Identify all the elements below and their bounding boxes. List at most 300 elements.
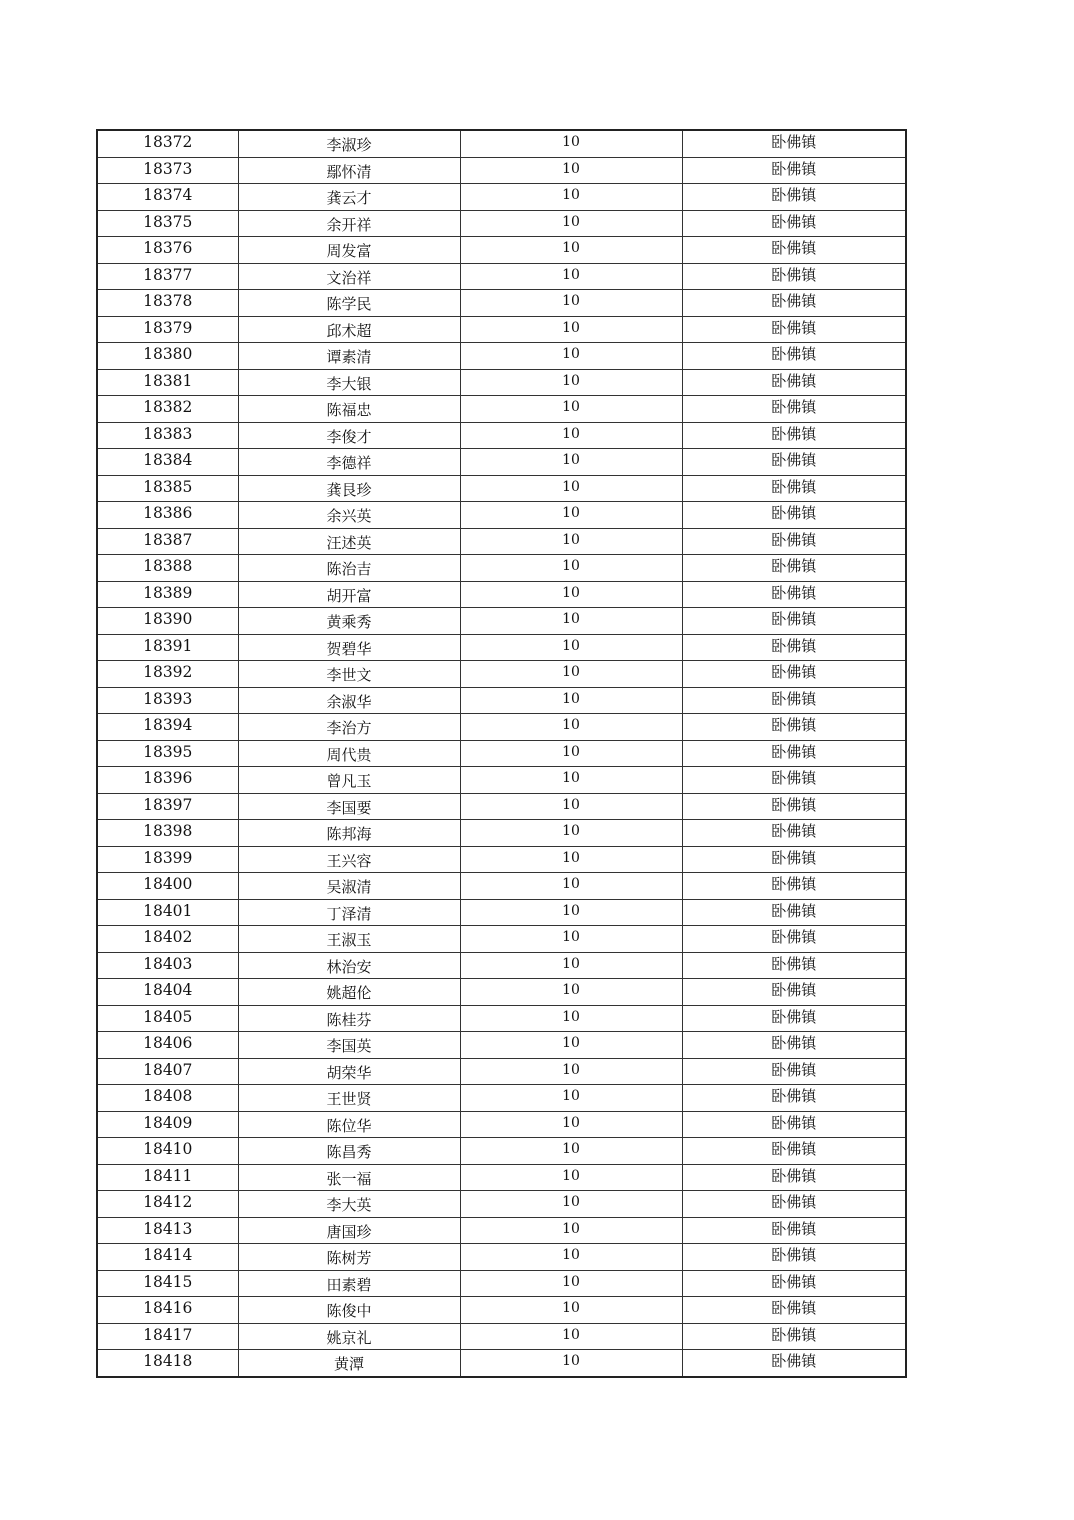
town-cell-text: 卧佛镇 bbox=[771, 1299, 817, 1318]
name-cell bbox=[238, 316, 460, 343]
name-cell bbox=[238, 1191, 460, 1218]
row-number-cell bbox=[97, 396, 238, 423]
town-cell bbox=[682, 1138, 906, 1165]
town-cell bbox=[682, 1270, 906, 1297]
town-cell-text: 卧佛镇 bbox=[771, 1087, 817, 1106]
amount-cell-text: 10 bbox=[562, 1008, 580, 1025]
row-number-cell-text: 18403 bbox=[143, 954, 193, 973]
town-cell bbox=[682, 343, 906, 370]
row-number-cell-text: 18396 bbox=[143, 769, 193, 788]
table-row bbox=[97, 263, 906, 290]
row-number-cell bbox=[97, 952, 238, 979]
row-number-cell-text: 18391 bbox=[143, 636, 193, 655]
amount-cell-text: 10 bbox=[562, 425, 580, 442]
amount-cell-text: 10 bbox=[562, 823, 580, 840]
row-number-cell-text: 18379 bbox=[143, 318, 193, 337]
row-number-cell-text: 18381 bbox=[143, 371, 193, 390]
amount-cell-text: 10 bbox=[562, 770, 580, 787]
town-cell bbox=[682, 846, 906, 873]
table-row bbox=[97, 1058, 906, 1085]
row-number-cell-text: 18409 bbox=[143, 1113, 193, 1132]
table-row bbox=[97, 343, 906, 370]
town-cell bbox=[682, 581, 906, 608]
name-cell-text: 李大银 bbox=[326, 374, 372, 393]
amount-cell bbox=[460, 1297, 682, 1324]
name-cell bbox=[238, 343, 460, 370]
town-cell bbox=[682, 1164, 906, 1191]
amount-cell bbox=[460, 263, 682, 290]
amount-cell-text: 10 bbox=[562, 982, 580, 999]
town-cell bbox=[682, 157, 906, 184]
row-number-cell-text: 18398 bbox=[143, 822, 193, 841]
row-number-cell bbox=[97, 899, 238, 926]
name-cell-text: 李德祥 bbox=[326, 454, 372, 473]
row-number-cell bbox=[97, 130, 238, 157]
amount-cell-text: 10 bbox=[562, 929, 580, 946]
table-row bbox=[97, 1323, 906, 1350]
row-number-cell bbox=[97, 237, 238, 264]
row-number-cell-text: 18372 bbox=[143, 133, 193, 152]
row-number-cell bbox=[97, 793, 238, 820]
name-cell-text: 李治方 bbox=[326, 719, 372, 738]
amount-cell-text: 10 bbox=[562, 346, 580, 363]
row-number-cell bbox=[97, 1270, 238, 1297]
amount-cell bbox=[460, 1244, 682, 1271]
row-number-cell-text: 18405 bbox=[143, 1007, 193, 1026]
name-cell-text: 田素碧 bbox=[326, 1275, 372, 1294]
amount-cell-text: 10 bbox=[562, 1167, 580, 1184]
name-cell bbox=[238, 210, 460, 237]
row-number-cell bbox=[97, 449, 238, 476]
row-number-cell bbox=[97, 1111, 238, 1138]
town-cell-text: 卧佛镇 bbox=[771, 398, 817, 417]
amount-cell-text: 10 bbox=[562, 1220, 580, 1237]
amount-cell-text: 10 bbox=[562, 134, 580, 151]
name-cell bbox=[238, 1297, 460, 1324]
table-row bbox=[97, 1191, 906, 1218]
roster-table-body bbox=[97, 130, 906, 1377]
amount-cell-text: 10 bbox=[562, 876, 580, 893]
row-number-cell-text: 18417 bbox=[143, 1325, 193, 1344]
name-cell-text: 王世贤 bbox=[326, 1090, 372, 1109]
row-number-cell-text: 18412 bbox=[143, 1193, 193, 1212]
name-cell bbox=[238, 634, 460, 661]
table-row bbox=[97, 1270, 906, 1297]
name-cell-text: 李世文 bbox=[326, 666, 372, 685]
town-cell bbox=[682, 184, 906, 211]
town-cell bbox=[682, 263, 906, 290]
name-cell bbox=[238, 767, 460, 794]
amount-cell bbox=[460, 581, 682, 608]
name-cell-text: 李俊才 bbox=[326, 427, 372, 446]
amount-cell-text: 10 bbox=[562, 399, 580, 416]
amount-cell-text: 10 bbox=[562, 1114, 580, 1131]
table-row bbox=[97, 1164, 906, 1191]
town-cell bbox=[682, 290, 906, 317]
amount-cell bbox=[460, 1270, 682, 1297]
town-cell-text: 卧佛镇 bbox=[771, 265, 817, 284]
row-number-cell-text: 18378 bbox=[143, 292, 193, 311]
town-cell bbox=[682, 1005, 906, 1032]
table-row bbox=[97, 1111, 906, 1138]
amount-cell bbox=[460, 846, 682, 873]
row-number-cell bbox=[97, 502, 238, 529]
town-cell-text: 卧佛镇 bbox=[771, 901, 817, 920]
row-number-cell bbox=[97, 263, 238, 290]
row-number-cell-text: 18384 bbox=[143, 451, 193, 470]
town-cell-text: 卧佛镇 bbox=[771, 981, 817, 1000]
amount-cell bbox=[460, 290, 682, 317]
town-cell bbox=[682, 237, 906, 264]
row-number-cell-text: 18373 bbox=[143, 159, 193, 178]
name-cell-text: 鄢怀清 bbox=[326, 162, 372, 181]
table-row bbox=[97, 767, 906, 794]
row-number-cell bbox=[97, 1005, 238, 1032]
table-row bbox=[97, 793, 906, 820]
name-cell-text: 黄潭 bbox=[333, 1355, 364, 1374]
town-cell bbox=[682, 740, 906, 767]
town-cell-text: 卧佛镇 bbox=[771, 1140, 817, 1159]
name-cell-text: 龚艮珍 bbox=[326, 480, 372, 499]
name-cell-text: 陈树芳 bbox=[326, 1249, 372, 1268]
name-cell bbox=[238, 1244, 460, 1271]
table-row bbox=[97, 449, 906, 476]
name-cell-text: 李大英 bbox=[326, 1196, 372, 1215]
town-cell bbox=[682, 1058, 906, 1085]
name-cell bbox=[238, 846, 460, 873]
name-cell bbox=[238, 740, 460, 767]
town-cell-text: 卧佛镇 bbox=[771, 530, 817, 549]
town-cell bbox=[682, 316, 906, 343]
name-cell-text: 陈邦海 bbox=[326, 825, 372, 844]
table-row bbox=[97, 1032, 906, 1059]
amount-cell-text: 10 bbox=[562, 1061, 580, 1078]
name-cell-text: 贺碧华 bbox=[326, 639, 372, 658]
name-cell-text: 胡荣华 bbox=[326, 1063, 372, 1082]
town-cell bbox=[682, 502, 906, 529]
name-cell bbox=[238, 130, 460, 157]
name-cell bbox=[238, 714, 460, 741]
amount-cell bbox=[460, 528, 682, 555]
amount-cell bbox=[460, 608, 682, 635]
name-cell bbox=[238, 1032, 460, 1059]
name-cell-text: 陈治吉 bbox=[326, 560, 372, 579]
row-number-cell bbox=[97, 820, 238, 847]
row-number-cell bbox=[97, 422, 238, 449]
row-number-cell-text: 18395 bbox=[143, 742, 193, 761]
amount-cell-text: 10 bbox=[562, 187, 580, 204]
amount-cell bbox=[460, 979, 682, 1006]
town-cell bbox=[682, 793, 906, 820]
amount-cell-text: 10 bbox=[562, 505, 580, 522]
table-row bbox=[97, 1085, 906, 1112]
town-cell-text: 卧佛镇 bbox=[771, 345, 817, 364]
amount-cell-text: 10 bbox=[562, 796, 580, 813]
table-row bbox=[97, 714, 906, 741]
table-row bbox=[97, 661, 906, 688]
town-cell bbox=[682, 396, 906, 423]
row-number-cell bbox=[97, 528, 238, 555]
town-cell bbox=[682, 1111, 906, 1138]
amount-cell bbox=[460, 237, 682, 264]
name-cell bbox=[238, 793, 460, 820]
name-cell-text: 文治祥 bbox=[326, 268, 372, 287]
town-cell-text: 卧佛镇 bbox=[771, 1166, 817, 1185]
town-cell-text: 卧佛镇 bbox=[771, 451, 817, 470]
table-row bbox=[97, 237, 906, 264]
amount-cell-text: 10 bbox=[562, 452, 580, 469]
town-cell bbox=[682, 899, 906, 926]
amount-cell bbox=[460, 343, 682, 370]
amount-cell bbox=[460, 1164, 682, 1191]
row-number-cell-text: 18416 bbox=[143, 1299, 193, 1318]
name-cell bbox=[238, 184, 460, 211]
amount-cell bbox=[460, 210, 682, 237]
row-number-cell bbox=[97, 926, 238, 953]
row-number-cell-text: 18374 bbox=[143, 186, 193, 205]
table-row bbox=[97, 157, 906, 184]
amount-cell-text: 10 bbox=[562, 319, 580, 336]
amount-cell bbox=[460, 502, 682, 529]
town-cell-text: 卧佛镇 bbox=[771, 1060, 817, 1079]
name-cell-text: 吴淑清 bbox=[326, 878, 372, 897]
town-cell-text: 卧佛镇 bbox=[771, 1352, 817, 1371]
amount-cell bbox=[460, 687, 682, 714]
town-cell bbox=[682, 820, 906, 847]
name-cell bbox=[238, 1058, 460, 1085]
town-cell bbox=[682, 1244, 906, 1271]
table-row bbox=[97, 396, 906, 423]
town-cell-text: 卧佛镇 bbox=[771, 239, 817, 258]
amount-cell-text: 10 bbox=[562, 1088, 580, 1105]
town-cell-text: 卧佛镇 bbox=[771, 875, 817, 894]
row-number-cell bbox=[97, 1350, 238, 1377]
name-cell-text: 陈俊中 bbox=[326, 1302, 372, 1321]
town-cell bbox=[682, 1217, 906, 1244]
table-row bbox=[97, 952, 906, 979]
town-cell-text: 卧佛镇 bbox=[771, 371, 817, 390]
row-number-cell-text: 18413 bbox=[143, 1219, 193, 1238]
amount-cell bbox=[460, 820, 682, 847]
town-cell-text: 卧佛镇 bbox=[771, 795, 817, 814]
amount-cell-text: 10 bbox=[562, 240, 580, 257]
name-cell-text: 陈福忠 bbox=[326, 401, 372, 420]
amount-cell bbox=[460, 449, 682, 476]
amount-cell bbox=[460, 369, 682, 396]
name-cell-text: 邱术超 bbox=[326, 321, 372, 340]
town-cell-text: 卧佛镇 bbox=[771, 557, 817, 576]
amount-cell-text: 10 bbox=[562, 531, 580, 548]
amount-cell-text: 10 bbox=[562, 955, 580, 972]
table-row bbox=[97, 846, 906, 873]
table-row bbox=[97, 1350, 906, 1377]
table-row bbox=[97, 1138, 906, 1165]
row-number-cell-text: 18406 bbox=[143, 1034, 193, 1053]
name-cell bbox=[238, 1164, 460, 1191]
row-number-cell bbox=[97, 1138, 238, 1165]
amount-cell-text: 10 bbox=[562, 584, 580, 601]
amount-cell bbox=[460, 1085, 682, 1112]
name-cell bbox=[238, 1138, 460, 1165]
row-number-cell bbox=[97, 1032, 238, 1059]
name-cell bbox=[238, 899, 460, 926]
row-number-cell bbox=[97, 157, 238, 184]
amount-cell bbox=[460, 316, 682, 343]
table-row bbox=[97, 873, 906, 900]
name-cell bbox=[238, 1005, 460, 1032]
name-cell bbox=[238, 1085, 460, 1112]
name-cell-text: 陈昌秀 bbox=[326, 1143, 372, 1162]
row-number-cell-text: 18394 bbox=[143, 716, 193, 735]
amount-cell-text: 10 bbox=[562, 1035, 580, 1052]
name-cell bbox=[238, 1270, 460, 1297]
town-cell bbox=[682, 369, 906, 396]
amount-cell bbox=[460, 1323, 682, 1350]
town-cell-text: 卧佛镇 bbox=[771, 928, 817, 947]
row-number-cell-text: 18390 bbox=[143, 610, 193, 629]
table-row bbox=[97, 184, 906, 211]
table-row bbox=[97, 528, 906, 555]
amount-cell bbox=[460, 952, 682, 979]
amount-cell bbox=[460, 1005, 682, 1032]
name-cell bbox=[238, 369, 460, 396]
name-cell-text: 陈学民 bbox=[326, 295, 372, 314]
row-number-cell-text: 18414 bbox=[143, 1246, 193, 1265]
town-cell-text: 卧佛镇 bbox=[771, 769, 817, 788]
town-cell-text: 卧佛镇 bbox=[771, 689, 817, 708]
name-cell bbox=[238, 1350, 460, 1377]
amount-cell bbox=[460, 1217, 682, 1244]
name-cell bbox=[238, 157, 460, 184]
amount-cell-text: 10 bbox=[562, 1273, 580, 1290]
table-row bbox=[97, 1297, 906, 1324]
town-cell-text: 卧佛镇 bbox=[771, 954, 817, 973]
town-cell-text: 卧佛镇 bbox=[771, 1325, 817, 1344]
row-number-cell bbox=[97, 555, 238, 582]
amount-cell bbox=[460, 396, 682, 423]
town-cell-text: 卧佛镇 bbox=[771, 663, 817, 682]
row-number-cell-text: 18376 bbox=[143, 239, 193, 258]
amount-cell-text: 10 bbox=[562, 849, 580, 866]
amount-cell bbox=[460, 634, 682, 661]
town-cell bbox=[682, 475, 906, 502]
row-number-cell bbox=[97, 343, 238, 370]
town-cell-text: 卧佛镇 bbox=[771, 292, 817, 311]
name-cell-text: 林治安 bbox=[326, 957, 372, 976]
name-cell bbox=[238, 475, 460, 502]
name-cell-text: 龚云才 bbox=[326, 189, 372, 208]
amount-cell-text: 10 bbox=[562, 293, 580, 310]
row-number-cell bbox=[97, 608, 238, 635]
name-cell bbox=[238, 1217, 460, 1244]
amount-cell-text: 10 bbox=[562, 664, 580, 681]
town-cell-text: 卧佛镇 bbox=[771, 133, 817, 152]
row-number-cell bbox=[97, 714, 238, 741]
row-number-cell bbox=[97, 184, 238, 211]
name-cell-text: 李国要 bbox=[326, 798, 372, 817]
amount-cell-text: 10 bbox=[562, 1353, 580, 1370]
row-number-cell-text: 18383 bbox=[143, 424, 193, 443]
town-cell-text: 卧佛镇 bbox=[771, 1034, 817, 1053]
town-cell-text: 卧佛镇 bbox=[771, 636, 817, 655]
row-number-cell-text: 18400 bbox=[143, 875, 193, 894]
town-cell bbox=[682, 1323, 906, 1350]
row-number-cell bbox=[97, 316, 238, 343]
name-cell bbox=[238, 687, 460, 714]
amount-cell bbox=[460, 422, 682, 449]
town-cell bbox=[682, 687, 906, 714]
amount-cell bbox=[460, 130, 682, 157]
name-cell bbox=[238, 926, 460, 953]
amount-cell-text: 10 bbox=[562, 743, 580, 760]
table-row bbox=[97, 1244, 906, 1271]
row-number-cell-text: 18382 bbox=[143, 398, 193, 417]
row-number-cell-text: 18408 bbox=[143, 1087, 193, 1106]
row-number-cell bbox=[97, 846, 238, 873]
table-row bbox=[97, 687, 906, 714]
row-number-cell bbox=[97, 873, 238, 900]
table-row bbox=[97, 581, 906, 608]
row-number-cell-text: 18415 bbox=[143, 1272, 193, 1291]
town-cell-text: 卧佛镇 bbox=[771, 318, 817, 337]
name-cell-text: 张一福 bbox=[326, 1169, 372, 1188]
amount-cell bbox=[460, 661, 682, 688]
town-cell-text: 卧佛镇 bbox=[771, 1193, 817, 1212]
table-row bbox=[97, 926, 906, 953]
town-cell-text: 卧佛镇 bbox=[771, 716, 817, 735]
town-cell bbox=[682, 979, 906, 1006]
row-number-cell-text: 18397 bbox=[143, 795, 193, 814]
name-cell-text: 王淑玉 bbox=[326, 931, 372, 950]
amount-cell bbox=[460, 555, 682, 582]
name-cell-text: 周发富 bbox=[326, 242, 372, 261]
table-row bbox=[97, 899, 906, 926]
table-row bbox=[97, 1005, 906, 1032]
name-cell-text: 丁泽清 bbox=[326, 904, 372, 923]
town-cell bbox=[682, 422, 906, 449]
town-cell bbox=[682, 555, 906, 582]
name-cell bbox=[238, 1323, 460, 1350]
amount-cell bbox=[460, 1138, 682, 1165]
town-cell bbox=[682, 714, 906, 741]
amount-cell bbox=[460, 899, 682, 926]
town-cell-text: 卧佛镇 bbox=[771, 742, 817, 761]
amount-cell bbox=[460, 1191, 682, 1218]
row-number-cell bbox=[97, 634, 238, 661]
town-cell-text: 卧佛镇 bbox=[771, 1007, 817, 1026]
amount-cell-text: 10 bbox=[562, 902, 580, 919]
town-cell-text: 卧佛镇 bbox=[771, 477, 817, 496]
amount-cell bbox=[460, 184, 682, 211]
town-cell bbox=[682, 130, 906, 157]
amount-cell-text: 10 bbox=[562, 478, 580, 495]
town-cell bbox=[682, 952, 906, 979]
amount-cell-text: 10 bbox=[562, 637, 580, 654]
amount-cell bbox=[460, 1058, 682, 1085]
name-cell bbox=[238, 263, 460, 290]
row-number-cell bbox=[97, 687, 238, 714]
name-cell-text: 黄乘秀 bbox=[326, 613, 372, 632]
name-cell bbox=[238, 502, 460, 529]
amount-cell-text: 10 bbox=[562, 611, 580, 628]
row-number-cell-text: 18375 bbox=[143, 212, 193, 231]
amount-cell-text: 10 bbox=[562, 213, 580, 230]
town-cell-text: 卧佛镇 bbox=[771, 848, 817, 867]
amount-cell bbox=[460, 1350, 682, 1377]
name-cell-text: 陈位华 bbox=[326, 1116, 372, 1135]
row-number-cell bbox=[97, 581, 238, 608]
town-cell-text: 卧佛镇 bbox=[771, 583, 817, 602]
